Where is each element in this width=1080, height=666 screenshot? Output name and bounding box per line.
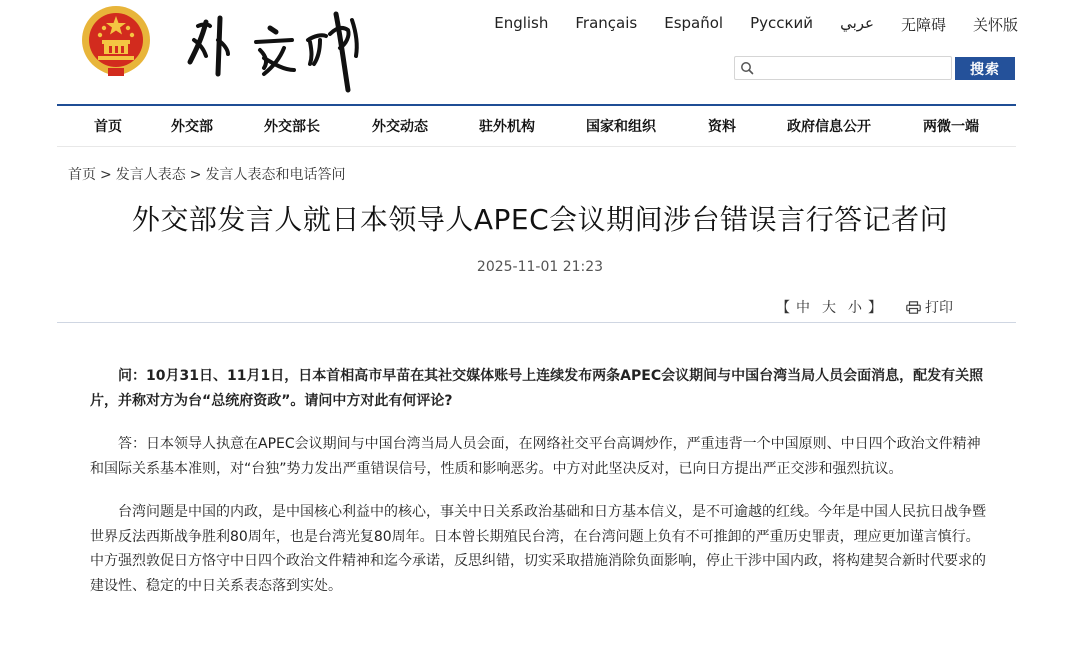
nav-item-minister[interactable]: 外交部长 [264,119,320,135]
lang-link-russian[interactable]: Русский [750,14,814,32]
main-nav [57,112,1016,140]
language-bar [467,14,1018,35]
national-emblem-logo[interactable] [80,4,152,78]
breadcrumb-home[interactable]: 首页 [68,167,96,183]
answer-paragraph: 答：日本领导人执意在APEC会议期间与中国台湾当局人员会面，在网络社交平台高调炒作，严重违背一个中国原则、中日四个政治文件精神和国际关系基本准则，对“台独”势力发出严重错误信号，性质和影响恶劣。中方对此坚决反对，已向日方提出严正交涉和强烈抗议。 [90,436,981,477]
breadcrumb-current[interactable]: 发言人表态和电话答问 [205,167,346,183]
nav-top-divider [57,104,1016,106]
nav-item-social[interactable]: 两微一端 [923,119,979,135]
nav-bottom-divider [57,146,1016,147]
article-tools [776,297,953,317]
nav-item-countries[interactable]: 国家和组织 [586,119,656,135]
nav-item-home[interactable]: 首页 [94,119,122,135]
search-input[interactable] [757,59,951,79]
font-size-small-button[interactable]: 小 [848,300,862,316]
font-size-open-bracket: 【 [776,300,790,316]
article-title: 外交部发言人就日本领导人APEC会议期间涉台错误言行答记者问 [131,203,949,236]
breadcrumb-separator: > [100,167,112,183]
content-divider [57,322,1016,323]
ministry-calligraphy-logo[interactable] [180,4,380,96]
nav-item-ministry[interactable]: 外交部 [171,119,213,135]
breadcrumb [68,164,345,184]
breadcrumb-spokesperson[interactable]: 发言人表态 [115,167,186,183]
font-size-large-button[interactable]: 大 [822,300,836,316]
question-paragraph: 问：10月31日、11月1日，日本首相高市早苗在其社交媒体账号上连续发布两条APEC会议期间与中国台湾当局人员会面消息，配发有关照片，并称对方为台“总统府资政”。请问中方对此有何评论? [90,368,984,409]
lang-link-arabic[interactable]: عربي [840,14,874,32]
search-icon [740,61,754,75]
nav-item-gov-info[interactable]: 政府信息公开 [787,119,871,135]
font-size-medium-button[interactable]: 中 [796,300,810,316]
lang-link-english[interactable]: English [494,14,549,32]
search-box [734,56,952,80]
printer-icon [906,301,921,314]
nav-item-missions[interactable]: 驻外机构 [479,119,535,135]
print-button[interactable] [906,297,953,317]
font-size-close-bracket: 】 [868,300,882,316]
search-button[interactable]: 搜索 [955,57,1015,80]
print-label: 打印 [925,300,953,316]
accessibility-link[interactable]: 无障碍 [900,16,946,34]
nav-item-news[interactable]: 外交动态 [372,119,428,135]
breadcrumb-separator: > [189,167,202,183]
article-date: 2025-11-01 21:23 [476,259,604,275]
lang-link-french[interactable]: Français [575,14,638,32]
article-body [90,364,990,617]
lang-link-spanish[interactable]: Español [664,14,724,32]
nav-item-resources[interactable]: 资料 [708,119,736,135]
answer-paragraph-2: 台湾问题是中国的内政，是中国核心利益中的核心，事关中日关系政治基础和日方基本信义，是不可逾越的红线。今年是中国人民抗日战争暨世界反法西斯战争胜利80周年，也是台湾光复80周年。日本曾长期殖民台湾，在台湾问题上负有不可推卸的严重历史罪责，理应更加谨言慎行。中方强烈敦促日方恪守中日四个政治文件精神和迄今承诺，反思纠错，切实采取措施消除负面影响，停止干涉中国内政，将构建契合新时代要求的建设性、稳定的中日关系表态落到实处。 [90,504,986,594]
care-version-link[interactable]: 关怀版 [972,16,1018,34]
